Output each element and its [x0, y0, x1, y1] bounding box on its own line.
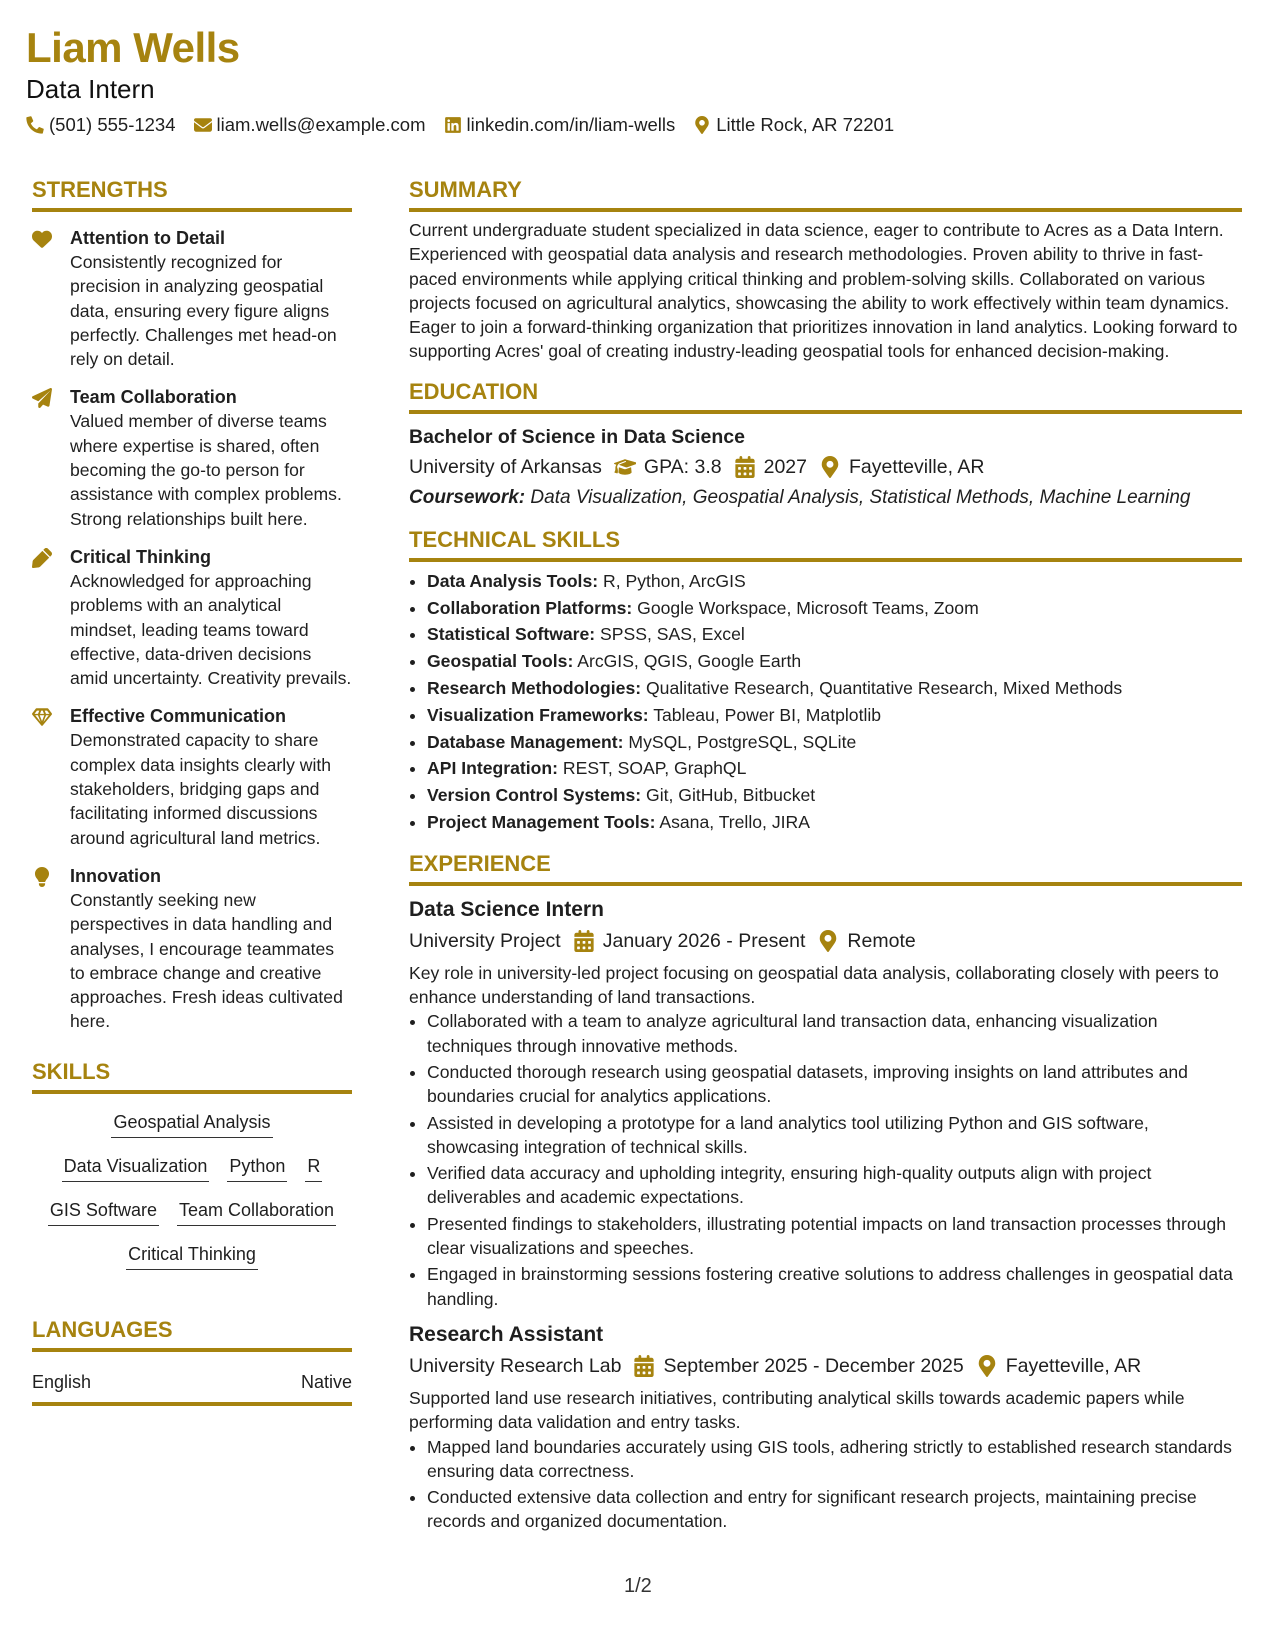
job-bullets — [409, 1435, 1242, 1534]
job-entry — [409, 896, 1242, 1311]
gem-icon — [32, 704, 70, 849]
list-item — [427, 621, 1242, 648]
list-item — [427, 809, 1242, 836]
list-item: • Collaborated with a team to analyze agricultural land transaction data, enhancing visualization techniques through innovative methods. — [427, 1009, 1242, 1058]
gpa: GPA: 3.8 — [643, 455, 722, 478]
envelope-icon — [194, 116, 212, 134]
linkedin-text: linkedin.com/in/liam-wells — [466, 114, 676, 135]
list-item: • Presented findings to stakeholders, illustrating potential impacts on land transaction processes through clear visualizations and speeches. — [427, 1212, 1242, 1261]
language-row — [32, 1370, 352, 1394]
strength-desc: Acknowledged for approaching problems with an analytical mindset, leading teams toward effective, data-driven decisions amid uncertainty. Creativity prevails. — [70, 570, 352, 689]
strengths-section — [32, 176, 352, 1034]
section-divider — [409, 410, 1242, 414]
calendar-icon — [573, 930, 595, 952]
skill-label: Database Management: — [427, 731, 624, 752]
contact-email[interactable] — [194, 113, 426, 137]
list-item — [427, 675, 1242, 702]
skill-value: REST, SOAP, GraphQL — [557, 758, 747, 779]
map-pin-icon — [976, 1355, 998, 1377]
section-divider — [32, 1090, 352, 1094]
summary-heading: SUMMARY — [409, 177, 522, 202]
experience-heading: EXPERIENCE — [409, 850, 551, 876]
job-role: Research Assistant — [409, 1322, 604, 1346]
section-divider — [409, 558, 1242, 562]
graduation-cap-icon — [614, 456, 636, 478]
skill-value: ArcGIS, QGIS, Google Earth — [573, 651, 802, 672]
skills-heading: SKILLS — [32, 1058, 111, 1084]
skills-tags — [32, 1110, 352, 1270]
contact-location — [693, 113, 894, 137]
skill-value: MySQL, PostgreSQL, SQLite — [623, 731, 857, 752]
job-dates: January 2026 - Present — [602, 929, 806, 952]
skill-value: Git, GitHub, Bitbucket — [641, 785, 816, 806]
phone-icon — [26, 116, 44, 134]
email-text: liam.wells@example.com — [216, 114, 426, 135]
job-bullets — [409, 1009, 1242, 1311]
technical-skills-section — [409, 526, 1242, 836]
phone-text: (501) 555-1234 — [49, 114, 176, 135]
degree: Bachelor of Science in Data Science — [409, 425, 745, 448]
list-item — [427, 729, 1242, 756]
strength-item — [32, 226, 352, 371]
summary-text: Current undergraduate student specialized in data science, eager to contribute to Acres as a Data Intern. Experienced with geospatial data analysis and research methodologies. Proven ability to thrive in fast-paced environments while applying critical thinking and problem-solving skills. Collaborated on various projects focused on agricultural analytics, showcasing the ability to work effectively within team dynamics. Eager to join a forward-thinking organization that prioritizes innovation in land analytics. Looking forward to supporting Acres' goal of creating industry-leading geospatial tools for enhanced decision-making. — [409, 220, 1238, 362]
paper-plane-icon — [32, 385, 70, 530]
job-location: Remote — [847, 929, 916, 952]
skill-value: Qualitative Research, Quantitative Research, Mixed Methods — [641, 677, 1123, 698]
language-level-bar — [32, 1402, 352, 1406]
candidate-name: Liam Wells — [26, 24, 240, 71]
list-item: • Assisted in developing a prototype for a land analytics tool utilizing Python and GIS software, showcasing integration of technical skills. — [427, 1111, 1242, 1160]
list-item — [427, 782, 1242, 809]
map-pin-icon — [693, 116, 711, 134]
languages-section — [32, 1316, 352, 1406]
technical-skills-heading: TECHNICAL SKILLS — [409, 526, 621, 552]
skill-tag: Geospatial Analysis — [111, 1110, 272, 1138]
skill-value: SPSS, SAS, Excel — [595, 624, 745, 645]
skill-tag: R — [305, 1154, 322, 1182]
list-item: • Engaged in brainstorming sessions fostering creative solutions to address challenges in geospatial data handling. — [427, 1262, 1242, 1311]
candidate-title: Data Intern — [26, 74, 155, 104]
contact-linkedin[interactable] — [444, 113, 676, 137]
resume-header — [26, 22, 894, 137]
heart-icon — [32, 226, 70, 371]
coursework — [409, 484, 1242, 512]
right-column — [409, 176, 1242, 1536]
strength-item — [32, 385, 352, 530]
list-item: • Mapped land boundaries accurately using GIS tools, adhering strictly to established research standards ensuring data correctness. — [427, 1435, 1242, 1484]
list-item: • Conducted extensive data collection and entry for significant research projects, maintaining precise records and organized documentation. — [427, 1485, 1242, 1534]
skill-value: Google Workspace, Microsoft Teams, Zoom — [632, 597, 979, 618]
contact-bar — [26, 113, 894, 137]
section-divider — [32, 208, 352, 212]
section-divider — [32, 1348, 352, 1352]
location-text: Little Rock, AR 72201 — [716, 114, 895, 135]
section-divider — [409, 882, 1242, 886]
strength-desc: Valued member of diverse teams where expertise is shared, often becoming the go-to person for assistance with complex problems. Strong relationships built here. — [70, 411, 342, 529]
skill-tag: Data Visualization — [62, 1154, 210, 1182]
skill-value: R, Python, ArcGIS — [598, 570, 746, 591]
education-heading: EDUCATION — [409, 378, 539, 404]
job-meta — [409, 1352, 1242, 1380]
calendar-icon — [734, 456, 756, 478]
pencil-icon — [32, 545, 70, 690]
section-divider — [409, 208, 1242, 212]
job-role: Data Science Intern — [409, 897, 604, 921]
school-location: Fayetteville, AR — [848, 455, 985, 478]
education-meta — [409, 453, 1242, 481]
strength-name: Effective Communication — [70, 706, 287, 727]
skill-label: Collaboration Platforms: — [427, 597, 633, 618]
list-item — [427, 595, 1242, 622]
page-number: 1/2 — [624, 1575, 652, 1597]
job-org: University Project — [409, 929, 561, 952]
strength-item — [32, 704, 352, 849]
skill-tag: Team Collaboration — [177, 1198, 336, 1226]
strength-name: Attention to Detail — [70, 228, 225, 248]
skill-tag: Critical Thinking — [126, 1242, 258, 1270]
skill-tag: GIS Software — [48, 1198, 159, 1226]
list-item: • Verified data accuracy and upholding integrity, ensuring high-quality outputs align with project deliverables and academic expectations. — [427, 1161, 1242, 1210]
language-level: Native — [300, 1371, 352, 1392]
skill-label: Data Analysis Tools: — [427, 570, 599, 591]
coursework-label: Coursework: — [409, 486, 526, 508]
strength-name: Innovation — [70, 865, 161, 886]
strength-name: Critical Thinking — [70, 546, 212, 567]
languages-heading: LANGUAGES — [32, 1316, 173, 1342]
skill-label: Project Management Tools: — [427, 811, 656, 832]
contact-phone[interactable] — [26, 113, 176, 137]
skill-label: Version Control Systems: — [427, 785, 642, 806]
list-item — [427, 702, 1242, 729]
job-location: Fayetteville, AR — [1005, 1354, 1142, 1377]
skill-label: API Integration: — [427, 758, 558, 779]
list-item — [427, 568, 1242, 595]
school-name: University of Arkansas — [409, 455, 602, 478]
job-description: Supported land use research initiatives, contributing analytical skills towards academic papers while performing data validation and entry tasks. — [409, 1387, 1185, 1433]
calendar-icon — [633, 1355, 655, 1377]
experience-section — [409, 850, 1242, 1534]
job-description: Key role in university-led project focusing on geospatial data analysis, collaborating closely with peers to enhance understanding of land transactions. — [409, 962, 1219, 1008]
skill-value: Asana, Trello, JIRA — [655, 811, 810, 832]
graduation-year: 2027 — [763, 455, 807, 478]
linkedin-icon — [444, 116, 462, 134]
skills-section — [32, 1058, 352, 1270]
technical-skills-list — [409, 568, 1242, 836]
list-item: • Conducted thorough research using geospatial datasets, improving insights on land attributes and boundaries crucial for analytics applications. — [427, 1060, 1242, 1109]
map-pin-icon — [819, 456, 841, 478]
strength-item — [32, 864, 352, 1034]
strength-desc: Demonstrated capacity to share complex data insights clearly with stakeholders, bridging gaps and facilitating informed discussions around agricultural land metrics. — [70, 730, 332, 848]
summary-section — [409, 176, 1242, 364]
language-name: English — [32, 1371, 92, 1392]
skill-label: Geospatial Tools: — [427, 651, 574, 672]
skill-tag: Python — [227, 1154, 287, 1182]
lightbulb-icon — [32, 864, 70, 1034]
list-item — [427, 755, 1242, 782]
job-entry — [409, 1321, 1242, 1534]
coursework-list: Data Visualization, Geospatial Analysis, Statistical Methods, Machine Learning — [525, 486, 1191, 508]
list-item — [427, 648, 1242, 675]
skill-value: Tableau, Power BI, Matplotlib — [648, 704, 882, 725]
strength-desc: Constantly seeking new perspectives in data handling and analyses, I encourage teammates to embrace change and creative approaches. Fresh ideas cultivated here. — [70, 889, 343, 1032]
strength-desc: Consistently recognized for precision in analyzing geospatial data, ensuring every figure aligns perfectly. Challenges met head-on rely on detail. — [70, 252, 337, 370]
map-pin-icon — [817, 930, 839, 952]
skill-label: Visualization Frameworks: — [427, 704, 649, 725]
strength-name: Team Collaboration — [70, 387, 237, 408]
strengths-heading: STRENGTHS — [32, 177, 168, 202]
skill-label: Statistical Software: — [427, 624, 596, 645]
skill-label: Research Methodologies: — [427, 677, 642, 698]
job-dates: September 2025 - December 2025 — [663, 1354, 964, 1377]
education-section — [409, 378, 1242, 512]
strength-item — [32, 545, 352, 690]
job-org: University Research Lab — [409, 1354, 622, 1377]
job-meta — [409, 927, 1242, 955]
left-column — [32, 176, 352, 1406]
